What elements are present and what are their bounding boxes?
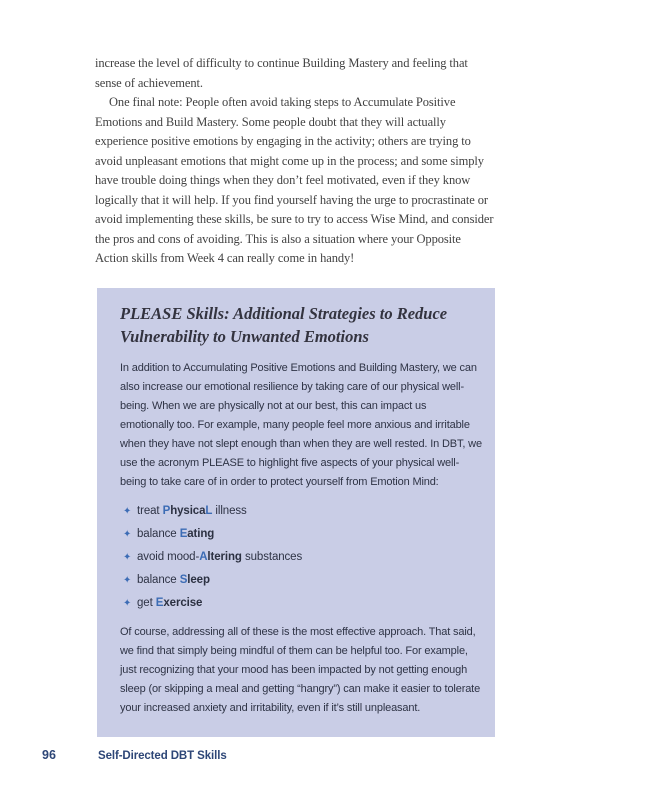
please-list-item: [123, 500, 482, 523]
please-acronym-list: [120, 500, 482, 615]
four-pointed-star-icon: ✦: [123, 598, 132, 609]
acronym-letter: S: [179, 574, 188, 586]
four-pointed-star-icon: ✦: [123, 575, 132, 586]
callout-intro-paragraph: In addition to Accumulating Positive Emotions and Building Mastery, we can also increase our emotional resilience by taking care of our physical well-being. When we are physically not at our best, this can impact us emotionally too. For example, many people feel more anxious and irritable when they have not slept enough than when they are well rested. In DBT, we use the acronym PLEASE to highlight five aspects of your physical well-being to take care of in order to protect yourself from Emotion Mind:: [120, 362, 482, 488]
bullet-text-segment: ating: [187, 528, 215, 540]
acronym-letter: E: [179, 528, 188, 540]
body-paragraph: increase the level of difficulty to continue Building Mastery and feeling that sense of achievement.: [95, 56, 468, 90]
please-list-item-text: [137, 546, 302, 568]
acronym-letter: A: [199, 551, 208, 563]
bullet-text-segment: balance: [137, 528, 180, 540]
please-list-item-text: [137, 592, 202, 614]
please-list-item-text: [137, 523, 214, 545]
acronym-letter: P: [162, 505, 171, 517]
four-pointed-star-icon: ✦: [123, 552, 132, 563]
please-list-item-text: [137, 500, 247, 522]
callout-outro-paragraph: Of course, addressing all of these is the most effective approach. That said, we find that simply being mindful of them can be helpful too. For example, just recognizing that your mood has been impacted by not getting enough sleep (or skipping a meal and getting “hangry”) can make it easier to tolerate your increased anxiety and irritability, even if it’s still unpleasant.: [120, 626, 481, 714]
please-list-item: [123, 546, 482, 569]
acronym-letter: L: [205, 505, 213, 517]
bullet-text-segment: hysica: [170, 505, 206, 517]
please-list-item-text: [137, 569, 210, 591]
bullet-text-segment: treat: [137, 505, 163, 517]
body-paragraph: One final note: People often avoid taking steps to Accumulate Positive Emotions and Build Mastery. Some people doubt that they will actually experience positive emotions by engaging in the activity; others are trying to avoid unpleasant emotions that might come up in the process; and some simply have trouble doing things when they don’t feel motivated, even if they know logically that it will help. If you find yourself having the urge to procrastinate or avoid implementing these skills, be sure to try to access Wise Mind, and consider the pros and cons of avoiding. This is also a situation where your Opposite Action skills from Week 4 can really come in handy!: [95, 95, 494, 265]
callout-title: PLEASE Skills: Additional Strategies to Reduce Vulnerability to Unwanted Emotions: [120, 304, 448, 346]
bullet-text-segment: get: [137, 597, 156, 609]
bullet-text-segment: balance: [137, 574, 180, 586]
four-pointed-star-icon: ✦: [123, 529, 132, 540]
page-number: 96: [42, 748, 56, 762]
page-body-text: [95, 54, 494, 269]
bullet-text-segment: leep: [187, 574, 210, 586]
four-pointed-star-icon: ✦: [123, 506, 132, 517]
bullet-text-segment: illness: [212, 505, 247, 517]
please-list-item: [123, 592, 482, 615]
bullet-text-segment: xercise: [163, 597, 203, 609]
bullet-text-segment: avoid mood-: [137, 551, 200, 563]
running-footer-title: Self-Directed DBT Skills: [98, 750, 227, 762]
bullet-text-segment: ltering: [207, 551, 242, 563]
please-list-item: [123, 569, 482, 592]
please-skills-callout: [97, 288, 495, 737]
acronym-letter: E: [155, 597, 164, 609]
please-list-item: [123, 523, 482, 546]
bullet-text-segment: substances: [241, 551, 303, 563]
